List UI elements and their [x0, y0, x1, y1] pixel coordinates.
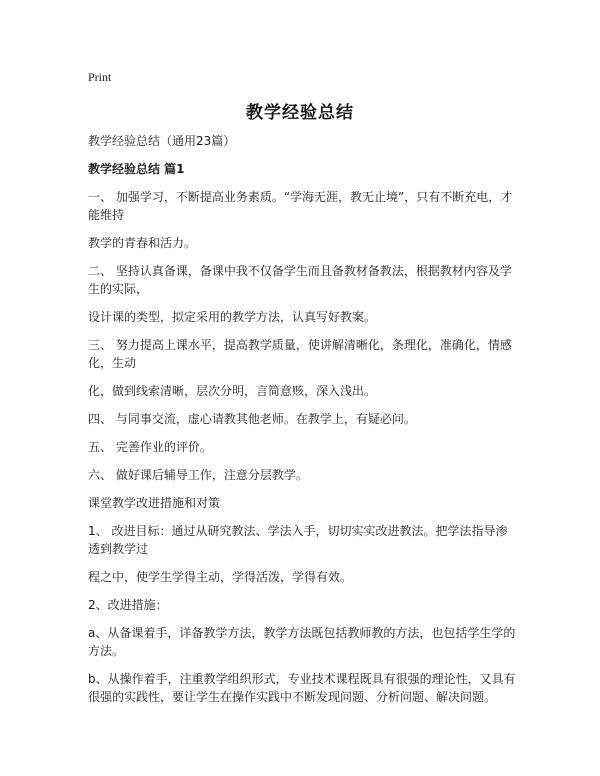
paragraph: 化，做到线索清晰，层次分明，言简意赅，深入浅出。 — [88, 384, 377, 398]
document-body — [88, 132, 518, 716]
paragraph: 课堂教学改进措施和对策 — [88, 496, 221, 510]
paragraph: 四、 与同事交流，虚心请教其他老师。在教学上，有疑必问。 — [88, 412, 416, 426]
paragraph: 设计课的类型，拟定采用的教学方法，认真写好教案。 — [88, 310, 377, 324]
paragraph: b、从操作着手，注重教学组织形式，专业技术课程既具有很强的理论性，又具有很强的实践性，要让学生在操作实践中不断发现问题、分析问题、解决问题。 — [88, 672, 516, 704]
document-subtitle: 教学经验总结（通用23篇） — [88, 134, 236, 148]
paragraph: 一、 加强学习，不断提高业务素质。“学海无涯，教无止境”，只有不断充电，才能维持 — [88, 190, 513, 222]
print-label: Print — [88, 70, 112, 84]
paragraph: a、从备课着手，详备教学方法，教学方法既包括教师教的方法，也包括学生学的方法。 — [88, 626, 516, 658]
paragraph: 教学的青春和活力。 — [88, 236, 197, 250]
paragraph: 五、 完善作业的评价。 — [88, 440, 212, 454]
paragraph: 程之中，使学生学得主动，学得活泼，学得有效。 — [88, 570, 353, 584]
section-heading: 教学经验总结 篇1 — [88, 162, 185, 176]
document-title: 教学经验总结 — [246, 103, 354, 123]
paragraph: 六、 做好课后辅导工作，注意分层教学。 — [88, 468, 308, 482]
paragraph: 2、改进措施： — [88, 598, 168, 612]
paragraph: 三、 努力提高上课水平，提高教学质量，使讲解清晰化，条理化，准确化，情感化，生动 — [88, 338, 512, 370]
paragraph: 1、 改进目标：通过从研究教法、学法入手，切切实实改进教法。把学法指导渗透到教学过 — [88, 524, 508, 556]
paragraph: 二、 坚持认真备课，备课中我不仅备学生而且备教材备教法，根据教材内容及学生的实际， — [88, 264, 512, 296]
